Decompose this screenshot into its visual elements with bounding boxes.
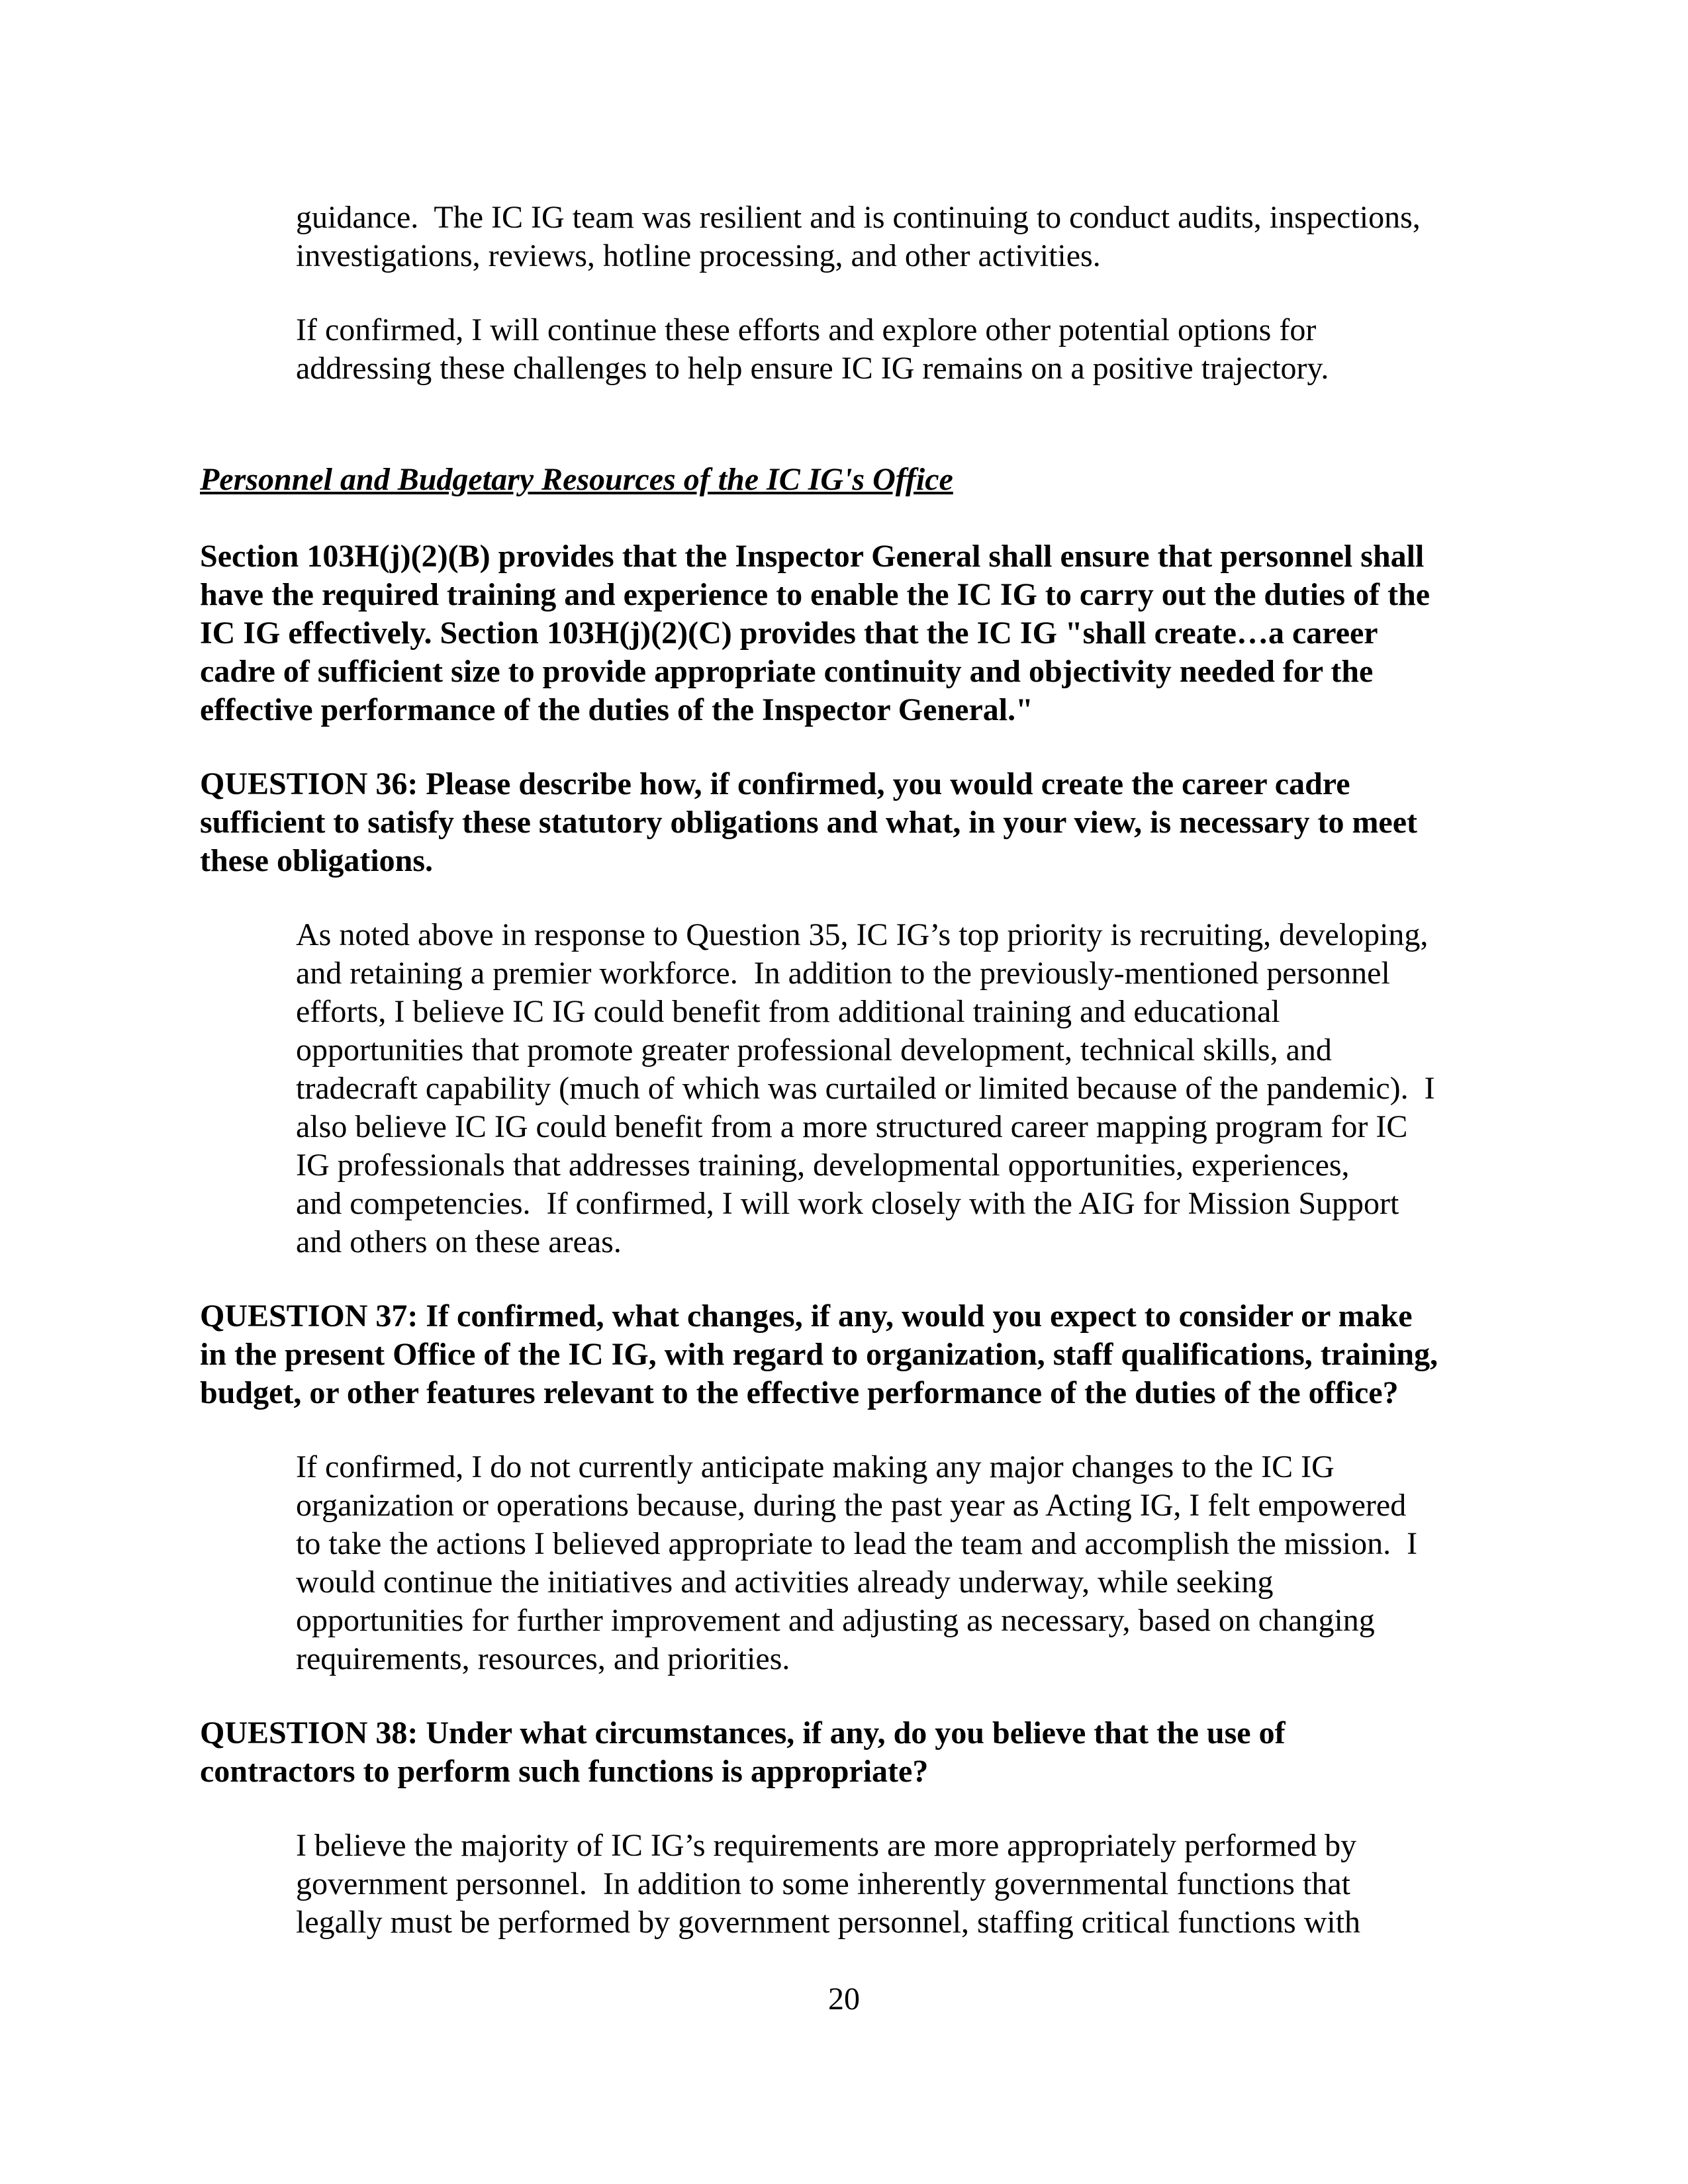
answer-36-line: and retaining a premier workforce. In addition to the previously-mentioned personnel bbox=[296, 956, 1390, 991]
body-text-line: If confirmed, I will continue these efforts and explore other potential options for bbox=[296, 312, 1317, 347]
body-text-line: addressing these challenges to help ensure IC IG remains on a positive trajectory. bbox=[296, 351, 1329, 386]
answer-38-line: government personnel. In addition to some inherently governmental functions that bbox=[296, 1866, 1350, 1901]
question-37-line: in the present Office of the IC IG, with regard to organization, staff qualifications, training, bbox=[200, 1337, 1438, 1372]
answer-38-line: I believe the majority of IC IG’s requirements are more appropriately performed by bbox=[296, 1828, 1357, 1863]
question-38-line: contractors to perform such functions is appropriate? bbox=[200, 1754, 929, 1789]
answer-38-line: legally must be performed by government personnel, staffing critical functions with bbox=[296, 1905, 1361, 1940]
answer-36-line: tradecraft capability (much of which was curtailed or limited because of the pandemic). I bbox=[296, 1071, 1435, 1106]
answer-37-line: requirements, resources, and priorities. bbox=[296, 1641, 790, 1676]
question-37-line: budget, or other features relevant to the effective performance of the duties of the office? bbox=[200, 1375, 1399, 1410]
statute-text-line: IC IG effectively. Section 103H(j)(2)(C) provides that the IC IG "shall create…a career bbox=[200, 615, 1378, 651]
answer-36-line: and competencies. If confirmed, I will work closely with the AIG for Mission Support bbox=[296, 1186, 1399, 1221]
question-38-line: QUESTION 38: Under what circumstances, if any, do you believe that the use of bbox=[200, 1715, 1286, 1751]
answer-37-line: would continue the initiatives and activities already underway, while seeking bbox=[296, 1565, 1274, 1600]
statute-text-line: Section 103H(j)(2)(B) provides that the Inspector General shall ensure that personnel shall bbox=[200, 539, 1425, 574]
answer-37-line: opportunities for further improvement and adjusting as necessary, based on changing bbox=[296, 1603, 1375, 1638]
question-36-line: these obligations. bbox=[200, 843, 434, 878]
answer-37-line: organization or operations because, during the past year as Acting IG, I felt empowered bbox=[296, 1488, 1407, 1523]
body-text-line: guidance. The IC IG team was resilient and is continuing to conduct audits, inspections, bbox=[296, 200, 1421, 235]
section-heading: Personnel and Budgetary Resources of the IC IG's Office bbox=[200, 462, 953, 497]
answer-36-line: also believe IC IG could benefit from a more structured career mapping program for IC bbox=[296, 1109, 1408, 1144]
answer-36-line: opportunities that promote greater professional development, technical skills, and bbox=[296, 1032, 1332, 1068]
answer-36-line: efforts, I believe IC IG could benefit from additional training and educational bbox=[296, 994, 1280, 1029]
answer-36-line: IG professionals that addresses training, developmental opportunities, experiences, bbox=[296, 1148, 1350, 1183]
answer-37-line: to take the actions I believed appropriate to lead the team and accomplish the mission. I bbox=[296, 1526, 1418, 1561]
question-37-line: QUESTION 37: If confirmed, what changes, if any, would you expect to consider or make bbox=[200, 1298, 1413, 1334]
answer-36-line: and others on these areas. bbox=[296, 1224, 622, 1259]
statute-text-line: cadre of sufficient size to provide appropriate continuity and objectivity needed for the bbox=[200, 654, 1374, 689]
body-text-line: investigations, reviews, hotline processing, and other activities. bbox=[296, 238, 1101, 273]
question-36-line: QUESTION 36: Please describe how, if confirmed, you would create the career cadre bbox=[200, 766, 1350, 801]
page-number: 20 bbox=[828, 1981, 860, 2017]
statute-text-line: effective performance of the duties of the Inspector General." bbox=[200, 692, 1033, 727]
answer-37-line: If confirmed, I do not currently anticipate making any major changes to the IC IG bbox=[296, 1449, 1335, 1484]
statute-text-line: have the required training and experience to enable the IC IG to carry out the duties of the bbox=[200, 577, 1430, 612]
answer-36-line: As noted above in response to Question 35, IC IG’s top priority is recruiting, developing, bbox=[296, 917, 1429, 952]
question-36-line: sufficient to satisfy these statutory obligations and what, in your view, is necessary to meet bbox=[200, 805, 1418, 840]
